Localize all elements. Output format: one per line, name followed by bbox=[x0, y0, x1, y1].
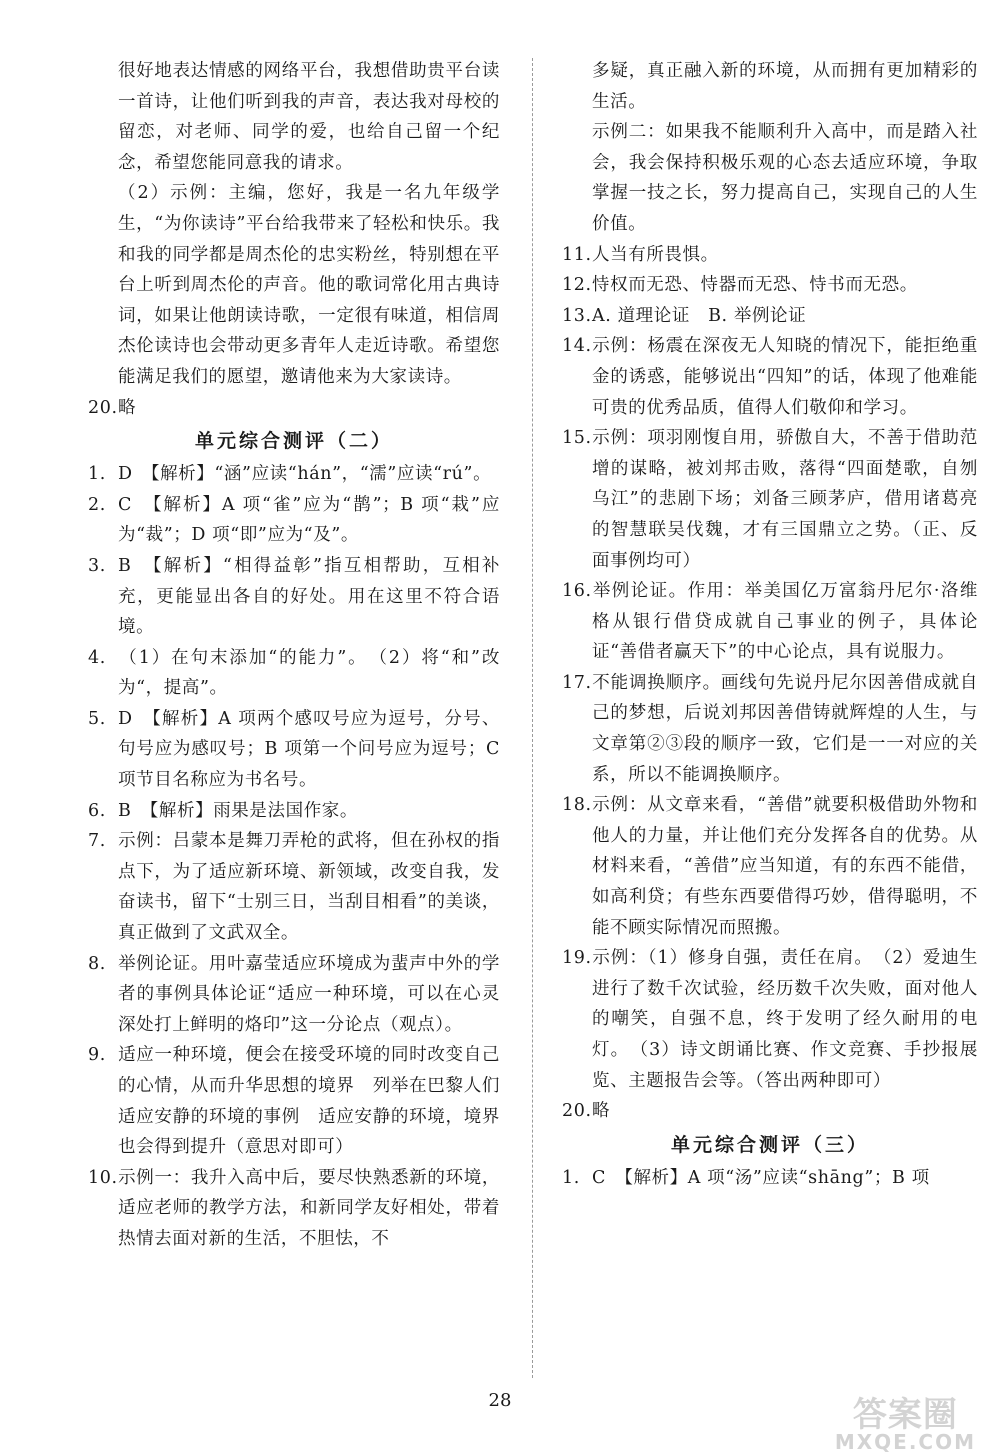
answer-paragraph: 多疑，真正融入新的环境，从而拥有更加精彩的生活。 bbox=[592, 61, 978, 112]
answer-item bbox=[88, 393, 500, 424]
item-text: B 【解析】雨果是法国作家。 bbox=[118, 800, 359, 821]
answer-item bbox=[88, 1040, 500, 1162]
answer-item bbox=[88, 643, 500, 704]
item-number: 1. bbox=[562, 1167, 580, 1188]
item-text: A. 道理论证 B. 举例论证 bbox=[592, 305, 807, 326]
item-text: 示例：项羽刚愎自用，骄傲自大，不善于借助范增的谋略，被刘邦击败，落得“四面楚歌，自刎乌江”的悲剧下场；刘备三顾茅庐，借用诸葛亮的智慧联吴伐魏，才有三国鼎立之势。（正、反面事例均可） bbox=[592, 428, 978, 571]
answer-item bbox=[562, 423, 978, 576]
item-number: 4. bbox=[88, 647, 106, 668]
item-text: 适应一种环境，便会在接受环境的同时改变自己的心情，从而升华思想的境界 列举在巴黎人们适应安静的环境的事例 适应安静的环境，境界也会得到提升（意思对即可） bbox=[118, 1045, 500, 1158]
answer-item bbox=[88, 826, 500, 948]
item-text: 举例论证。作用：举美国亿万富翁丹尼尔·洛维格从银行借贷成就自己事业的例子，具体论证“善借者赢天下”的中心论点，具有说服力。 bbox=[592, 581, 978, 663]
item-text: 示例一：我升入高中后，要尽快熟悉新的环境，适应老师的教学方法，和新同学友好相处，带着热情去面对新的生活，不胆怯，不 bbox=[118, 1167, 500, 1249]
item-number: 20. bbox=[88, 397, 118, 418]
answer-item bbox=[562, 1096, 978, 1127]
answer-item bbox=[562, 1163, 978, 1194]
answer-item bbox=[562, 790, 978, 943]
item-number: 9. bbox=[88, 1045, 106, 1066]
item-number: 15. bbox=[562, 428, 592, 449]
item-number: 11. bbox=[562, 244, 592, 265]
answer-item bbox=[88, 459, 500, 490]
answer-item bbox=[562, 668, 978, 790]
item-text: B 【解析】“相得益彰”指互相帮助，互相补充，更能显出各自的好处。用在这里不符合语境。 bbox=[118, 555, 500, 638]
item-text: 举例论证。用叶嘉莹适应环境成为蜚声中外的学者的事例具体论证“适应一种环境，可以在心灵深处打上鲜明的烙印”这一分论点（观点）。 bbox=[118, 953, 500, 1035]
item-number: 6. bbox=[88, 800, 106, 821]
item-text: 示例：杨震在深夜无人知晓的情况下，能拒绝重金的诱惑，能够说出“四知”的话，体现了他难能可贵的优秀品质，值得人们敬仰和学习。 bbox=[592, 336, 978, 418]
item-number: 14. bbox=[562, 336, 592, 357]
answer-paragraph: 示例二：如果我不能顺利升入高中，而是踏入社会，我会保持积极乐观的心态去适应环境，争取掌握一技之长，努力提高自己，实现自己的人生价值。 bbox=[592, 122, 978, 234]
answer-item bbox=[88, 949, 500, 1041]
answer-item bbox=[88, 551, 500, 643]
item-number: 5. bbox=[88, 708, 106, 729]
item-text: 略 bbox=[592, 1101, 611, 1122]
watermark-url: MXQE.COM bbox=[834, 1430, 976, 1454]
item-number: 8. bbox=[88, 953, 106, 974]
item-number: 3. bbox=[88, 555, 106, 576]
item-text: 不能调换顺序。画线句先说丹尼尔因善借成就自己的梦想，后说刘邦因善借铸就辉煌的人生，与文章第②③段的顺序一致，它们是一一对应的关系，所以不能调换顺序。 bbox=[592, 672, 978, 785]
watermark bbox=[834, 1395, 976, 1454]
item-text: 示例：吕蒙本是舞刀弄枪的武将，但在孙权的指点下，为了适应新环境、新领域，改变自我，发奋读书，留下“士别三日，当刮目相看”的美谈，真正做到了文武双全。 bbox=[118, 831, 500, 944]
item-number: 16. bbox=[562, 581, 592, 602]
answer-item bbox=[562, 331, 978, 423]
item-number: 20. bbox=[562, 1101, 592, 1122]
answer-item bbox=[562, 270, 978, 301]
answer-item bbox=[88, 796, 500, 827]
item-number: 12. bbox=[562, 275, 592, 296]
answer-item bbox=[562, 576, 978, 668]
section-heading: 单元综合测评（二） bbox=[194, 430, 393, 453]
item-text: （1）在句末添加“的能力”。 （2）将“和”改为“，提高”。 bbox=[118, 647, 500, 699]
item-text: C 【解析】A 项“雀”应为“鹊”；B 项“栽”应为“裁”；D 项“即”应为“及”。 bbox=[118, 494, 500, 546]
answer-item bbox=[88, 490, 500, 551]
item-number: 17. bbox=[562, 672, 592, 693]
watermark-mark: 答案圈 bbox=[852, 1395, 958, 1435]
item-text: 恃权而无恐、恃器而无恐、恃书而无恐。 bbox=[592, 275, 918, 296]
item-number: 10. bbox=[88, 1167, 118, 1188]
item-text: 示例：从文章来看，“善借”就要积极借助外物和他人的力量，并让他们充分发挥各自的优势。从材料来看，“善借”应当知道，有的东西不能借，如高利贷；有些东西要借得巧妙，借得聪明，不能不顾实际情况而照搬。 bbox=[592, 795, 978, 938]
column-divider bbox=[532, 58, 533, 1378]
answer-paragraph: （2）示例：主编，您好，我是一名九年级学生，“为你读诗”平台给我带来了轻松和快乐。我和我的同学都是周杰伦的忠实粉丝，特别想在平台上听到周杰伦的声音。他的歌词常化用古典诗词，如果让他朗读诗歌，一定很有味道，相信周杰伦读诗也会带动更多青年人走近诗歌。希望您能满足我们的愿望，邀请他来为大家读诗。 bbox=[118, 183, 500, 387]
answer-paragraph: 很好地表达情感的网络平台，我想借助贵平台读一首诗，让他们听到我的声音，表达我对母校的留恋，对老师、同学的爱，也给自己留一个纪念，希望您能同意我的请求。 bbox=[118, 61, 500, 173]
item-number: 7. bbox=[88, 831, 106, 852]
left-column bbox=[88, 56, 500, 1255]
item-text: 人当有所畏惧。 bbox=[592, 244, 719, 265]
answer-item bbox=[562, 301, 978, 332]
item-text: 示例：（1）修身自强，责任在肩。 （2）爱迪生进行了数千次试验，经历数千次失败，面对他人的嘲笑，自强不息，终于发明了经久耐用的电灯。 （3）诗文朗诵比赛、作文竞赛、手抄报展览、主题报告会等。（答出两种即可） bbox=[592, 948, 978, 1091]
item-text: D 【解析】A 项两个感叹号应为逗号，分号、句号应为感叹号；B 项第一个问号应为逗号；C 项节目名称应为书名号。 bbox=[118, 708, 500, 791]
item-number: 2. bbox=[88, 494, 106, 515]
answer-item bbox=[88, 1163, 500, 1255]
item-text: D 【解析】“涵”应读“hán”，“濡”应读“rú”。 bbox=[118, 464, 492, 485]
item-text: C 【解析】A 项“汤”应读“shāng”；B 项 bbox=[592, 1167, 930, 1188]
item-number: 1. bbox=[88, 464, 106, 485]
page-number: 28 bbox=[488, 1390, 512, 1411]
answer-item bbox=[562, 943, 978, 1096]
item-text: 略 bbox=[118, 397, 137, 418]
right-column bbox=[562, 56, 978, 1193]
answer-item bbox=[562, 240, 978, 271]
section-heading: 单元综合测评（三） bbox=[670, 1133, 869, 1156]
item-number: 18. bbox=[562, 795, 592, 816]
answer-item bbox=[88, 704, 500, 796]
item-number: 19. bbox=[562, 948, 592, 969]
item-number: 13. bbox=[562, 305, 592, 326]
